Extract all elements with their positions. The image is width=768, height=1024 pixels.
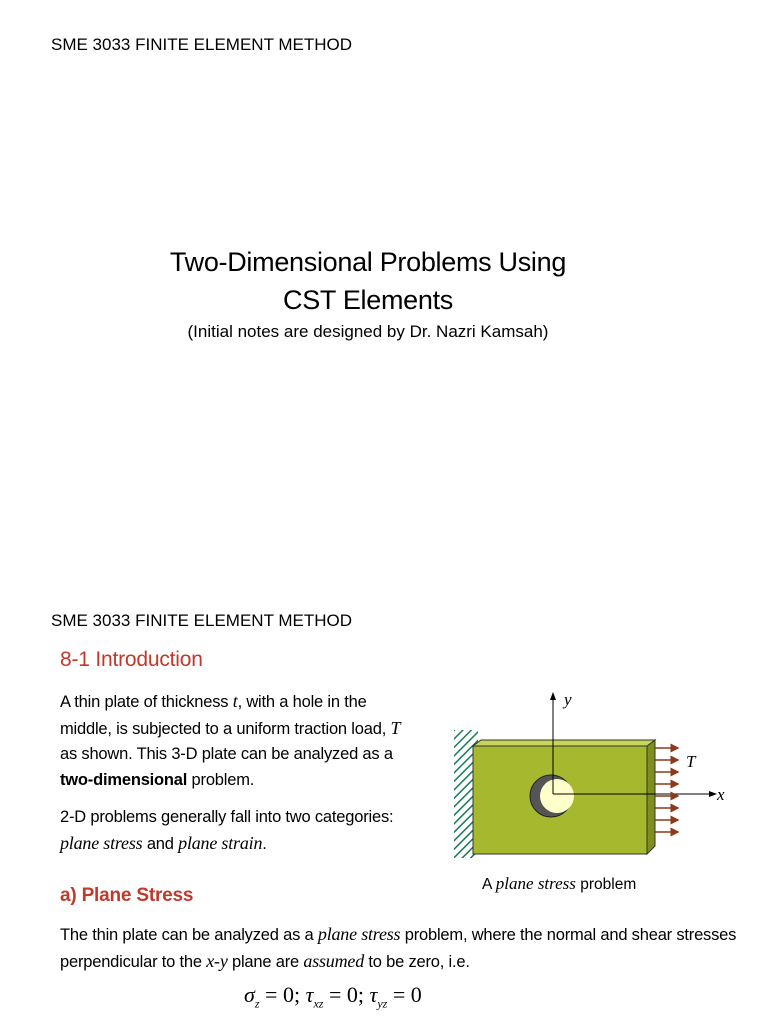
plane-stress-figure bbox=[440, 684, 740, 864]
subsection-title: a) Plane Stress bbox=[60, 885, 194, 906]
categories-paragraph: 2-D problems generally fall into two categories: plane stress and plane strain. bbox=[60, 808, 394, 853]
label-y: y bbox=[564, 690, 572, 709]
stress-equation: $\sigma_z = 0$; $\tau_{xz} = 0$; $\tau_{yz} = 0$ bbox=[244, 982, 422, 1011]
plate-top bbox=[473, 740, 655, 746]
traction-arrows bbox=[655, 748, 678, 832]
section-title: 8-1 Introduction bbox=[60, 648, 203, 671]
hole-inner bbox=[540, 779, 574, 813]
label-T: T bbox=[686, 752, 696, 771]
slide1-header: SME 3033 FINITE ELEMENT METHOD bbox=[51, 35, 353, 54]
plate-side bbox=[647, 740, 655, 854]
intro-paragraph: A thin plate of thickness t, with a hole in the middle, is subjected to a uniform traction load, T as shown. This 3-D plate can be analyzed as a two-dimensional problem. bbox=[60, 691, 401, 789]
plane-stress-paragraph: The thin plate can be analyzed as a plane stress problem, where the normal and shear stresses perpendicular to the x-y plane are assumed to be zero, i.e. bbox=[60, 924, 737, 971]
slide-subtitle: (Initial notes are designed by Dr. Nazri Kamsah) bbox=[187, 322, 549, 341]
slide-title-line1: Two-Dimensional Problems Using bbox=[169, 247, 567, 277]
label-x: x bbox=[717, 785, 725, 804]
slide2-header: SME 3033 FINITE ELEMENT METHOD bbox=[51, 611, 353, 630]
var-t: t bbox=[232, 691, 238, 711]
var-T: T bbox=[390, 717, 401, 738]
slide-title-line2: CST Elements bbox=[283, 285, 453, 315]
figure-caption: A plane stress problem bbox=[482, 874, 637, 893]
